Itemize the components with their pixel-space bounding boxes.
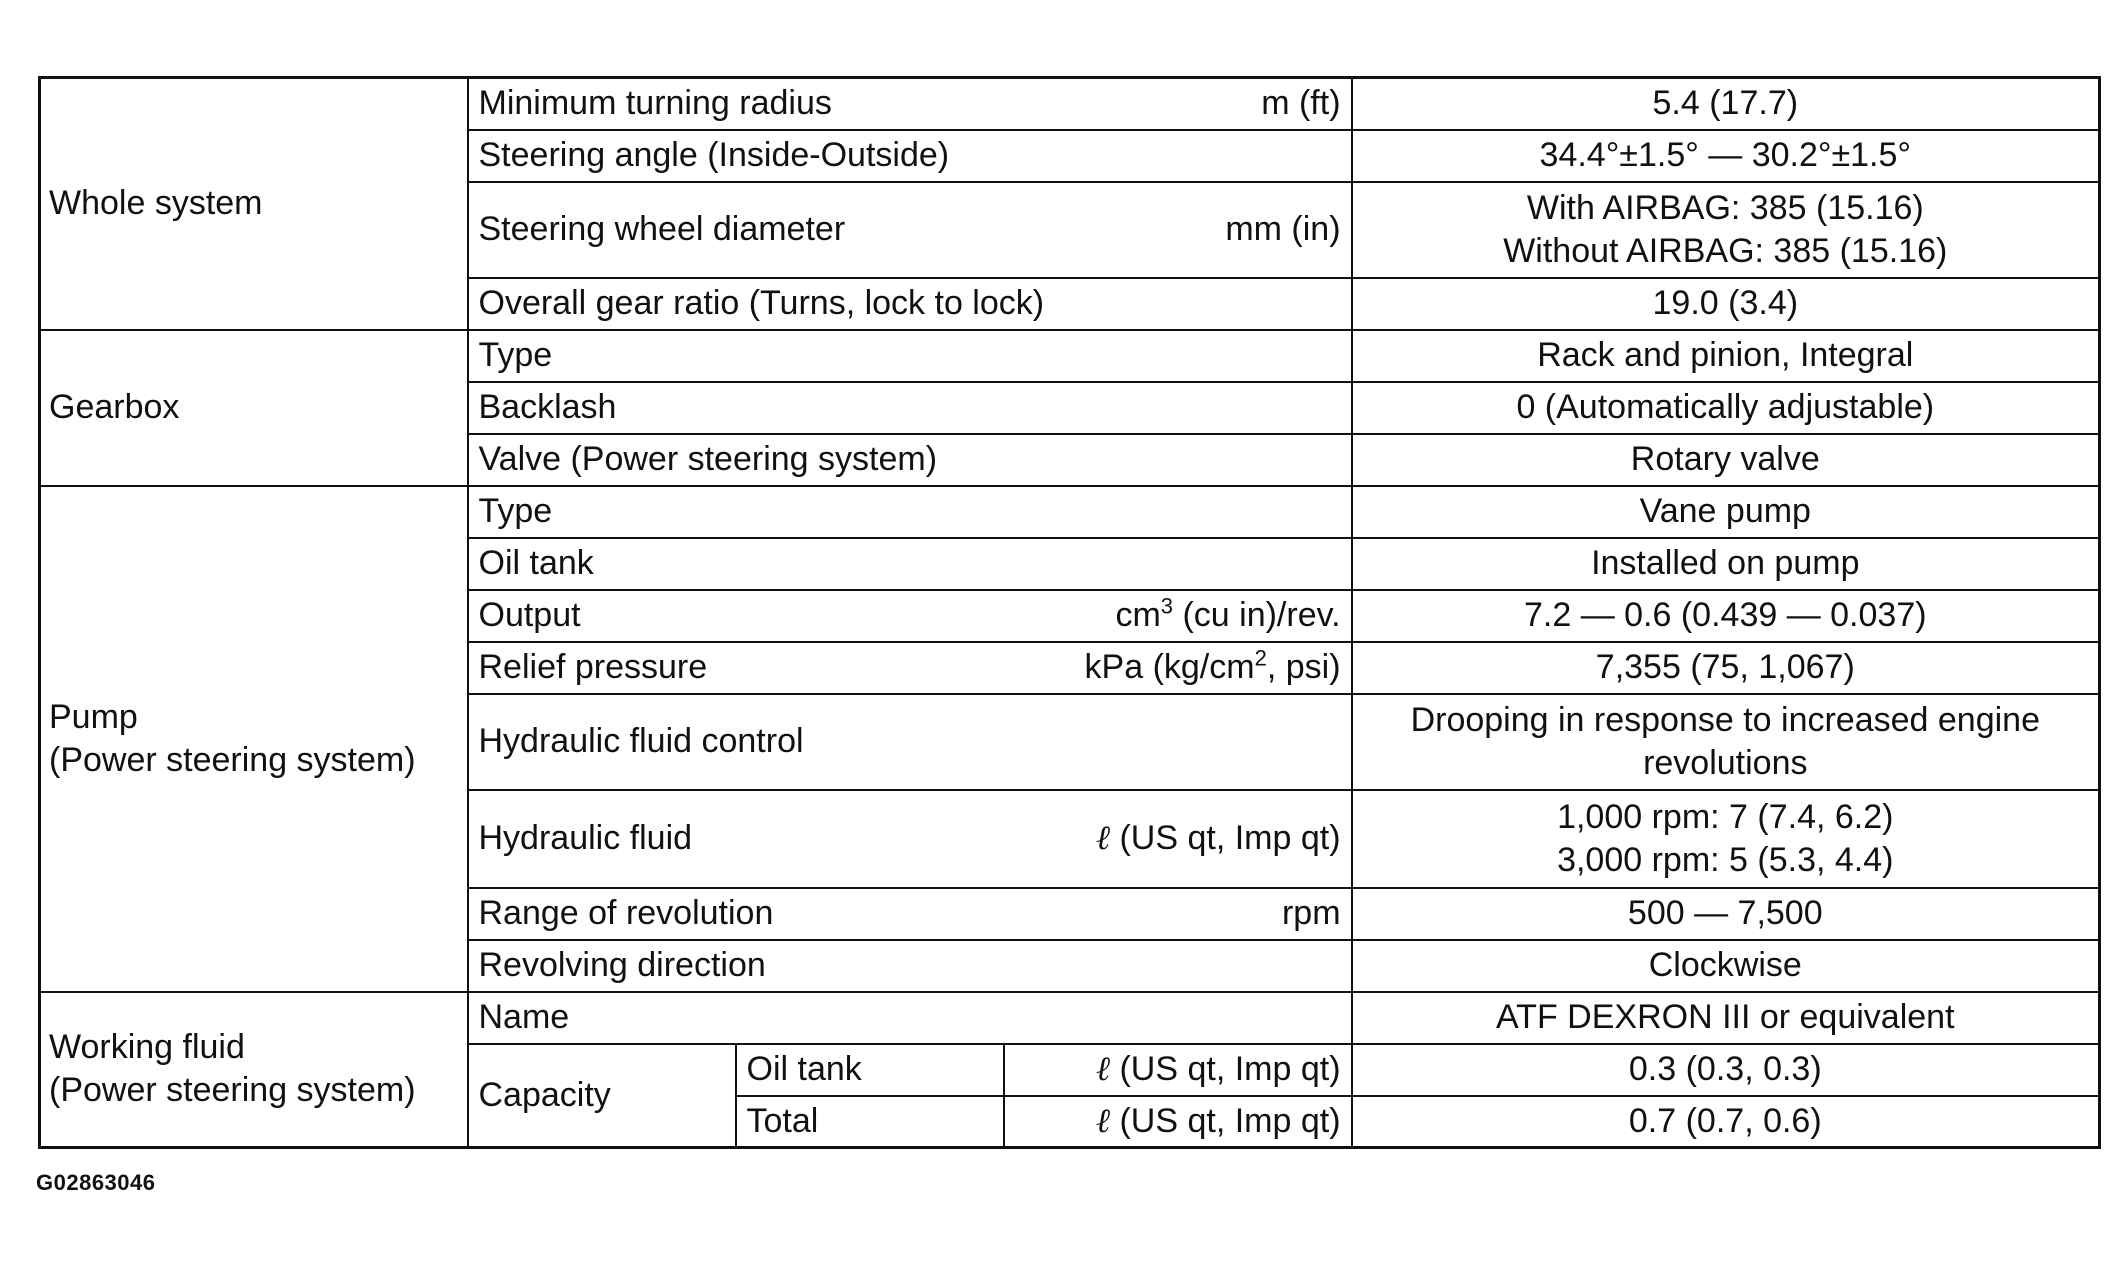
- spec-value: 5.4 (17.7): [1352, 78, 2100, 130]
- spec-value: 0 (Automatically adjustable): [1352, 382, 2100, 434]
- spec-value-line: Without AIRBAG: 385 (15.16): [1503, 231, 1948, 270]
- table-row: [40, 992, 2100, 1044]
- spec-item-label: Hydraulic fluid control: [478, 722, 804, 760]
- spec-value: 7.2 — 0.6 (0.439 — 0.037): [1352, 590, 2100, 642]
- spec-value: [1352, 790, 2100, 888]
- group-label-line: (Power steering system): [49, 740, 416, 779]
- spec-value-line: Drooping in response to increased engine: [1410, 700, 2040, 739]
- spec-item-label: Name: [478, 998, 570, 1036]
- spec-item-label: Valve (Power steering system): [478, 440, 938, 478]
- spec-item-cell: [468, 78, 1352, 130]
- spec-item-label: Type: [478, 336, 553, 374]
- spec-item-cell: [468, 382, 1352, 434]
- spec-value: [1352, 182, 2100, 278]
- spec-item-label: Output: [478, 596, 581, 634]
- spec-item-cell: [468, 182, 1352, 278]
- spec-value: 7,355 (75, 1,067): [1352, 642, 2100, 694]
- spec-item-cell: [468, 130, 1352, 182]
- spec-item-label: Steering angle (Inside-Outside): [478, 136, 950, 174]
- spec-item-label: Minimum turning radius: [478, 84, 832, 123]
- spec-item-label: Oil tank: [478, 544, 594, 582]
- table-row: [40, 486, 2100, 538]
- spec-item-cell: [468, 642, 1352, 694]
- spec-value: 0.3 (0.3, 0.3): [1352, 1044, 2100, 1096]
- spec-item-cell: [468, 590, 1352, 642]
- spec-sub-item: Oil tank: [736, 1044, 1004, 1096]
- spec-item-label: Hydraulic fluid: [478, 819, 693, 857]
- group-working-fluid: [40, 992, 468, 1148]
- spec-value-line: With AIRBAG: 385 (15.16): [1526, 188, 1924, 227]
- spec-value: 19.0 (3.4): [1352, 278, 2100, 330]
- group-gearbox: Gearbox: [40, 330, 468, 486]
- spec-item-cell: [468, 278, 1352, 330]
- spec-item-cell: [468, 992, 1352, 1044]
- spec-item-cell: [468, 538, 1352, 590]
- spec-item-cell: [468, 694, 1352, 790]
- spec-item-label: Type: [478, 492, 553, 530]
- spec-value: [1352, 694, 2100, 790]
- spec-value: 0.7 (0.7, 0.6): [1352, 1096, 2100, 1148]
- spec-value-line: revolutions: [1643, 743, 1808, 782]
- spec-item-cell: [468, 330, 1352, 382]
- liter-symbol-icon: ℓ: [1095, 1049, 1111, 1089]
- spec-value-line: 1,000 rpm: 7 (7.4, 6.2): [1557, 797, 1894, 836]
- spec-unit: ℓ (US qt, Imp qt): [1004, 1096, 1352, 1148]
- liter-symbol-icon: ℓ: [1095, 818, 1111, 858]
- spec-item-cell: [468, 434, 1352, 486]
- spec-value: 34.4°±1.5° — 30.2°±1.5°: [1352, 130, 2100, 182]
- spec-unit: rpm: [1281, 894, 1341, 932]
- group-label-line: Pump: [49, 697, 138, 736]
- steering-specifications-table: [38, 76, 2101, 1149]
- spec-unit: mm (in): [1225, 210, 1341, 248]
- spec-value: Rack and pinion, Integral: [1352, 330, 2100, 382]
- spec-value: Installed on pump: [1352, 538, 2100, 590]
- spec-item-cell: [468, 888, 1352, 940]
- spec-item-label: Capacity: [468, 1044, 736, 1148]
- group-pump: [40, 486, 468, 992]
- liter-symbol-icon: ℓ: [1095, 1100, 1111, 1141]
- spec-item-cell: [468, 790, 1352, 888]
- figure-id: G02863046: [36, 1170, 156, 1195]
- spec-value: Rotary valve: [1352, 434, 2100, 486]
- spec-item-label: Overall gear ratio (Turns, lock to lock): [478, 284, 1045, 322]
- spec-item-label: Revolving direction: [478, 946, 766, 984]
- group-label-line: (Power steering system): [49, 1071, 416, 1110]
- spec-value: Clockwise: [1352, 940, 2100, 992]
- spec-item-label: Range of revolution: [478, 894, 774, 932]
- spec-unit: ℓ (US qt, Imp qt): [1095, 818, 1341, 858]
- table-row: [40, 78, 2100, 130]
- table-row: [40, 330, 2100, 382]
- spec-item-label: Steering wheel diameter: [478, 210, 846, 248]
- spec-unit: m (ft): [1261, 84, 1341, 123]
- group-label-line: Working fluid: [49, 1028, 245, 1067]
- spec-sub-item: Total: [736, 1096, 1004, 1148]
- spec-item-cell: [468, 486, 1352, 538]
- spec-unit: ℓ (US qt, Imp qt): [1004, 1044, 1352, 1096]
- spec-item-cell: [468, 940, 1352, 992]
- spec-unit: kPa ($kg/cm^2$, psi): [1084, 645, 1341, 686]
- spec-item-label: Relief pressure: [478, 648, 708, 686]
- group-whole-system: Whole system: [40, 78, 468, 330]
- spec-value: 500 — 7,500: [1352, 888, 2100, 940]
- spec-value: Vane pump: [1352, 486, 2100, 538]
- spec-value-line: 3,000 rpm: 5 (5.3, 4.4): [1557, 840, 1894, 879]
- spec-value: ATF DEXRON III or equivalent: [1352, 992, 2100, 1044]
- spec-unit: $cm^3$ (cu in)/rev.: [1115, 593, 1341, 634]
- spec-item-label: Backlash: [478, 388, 617, 426]
